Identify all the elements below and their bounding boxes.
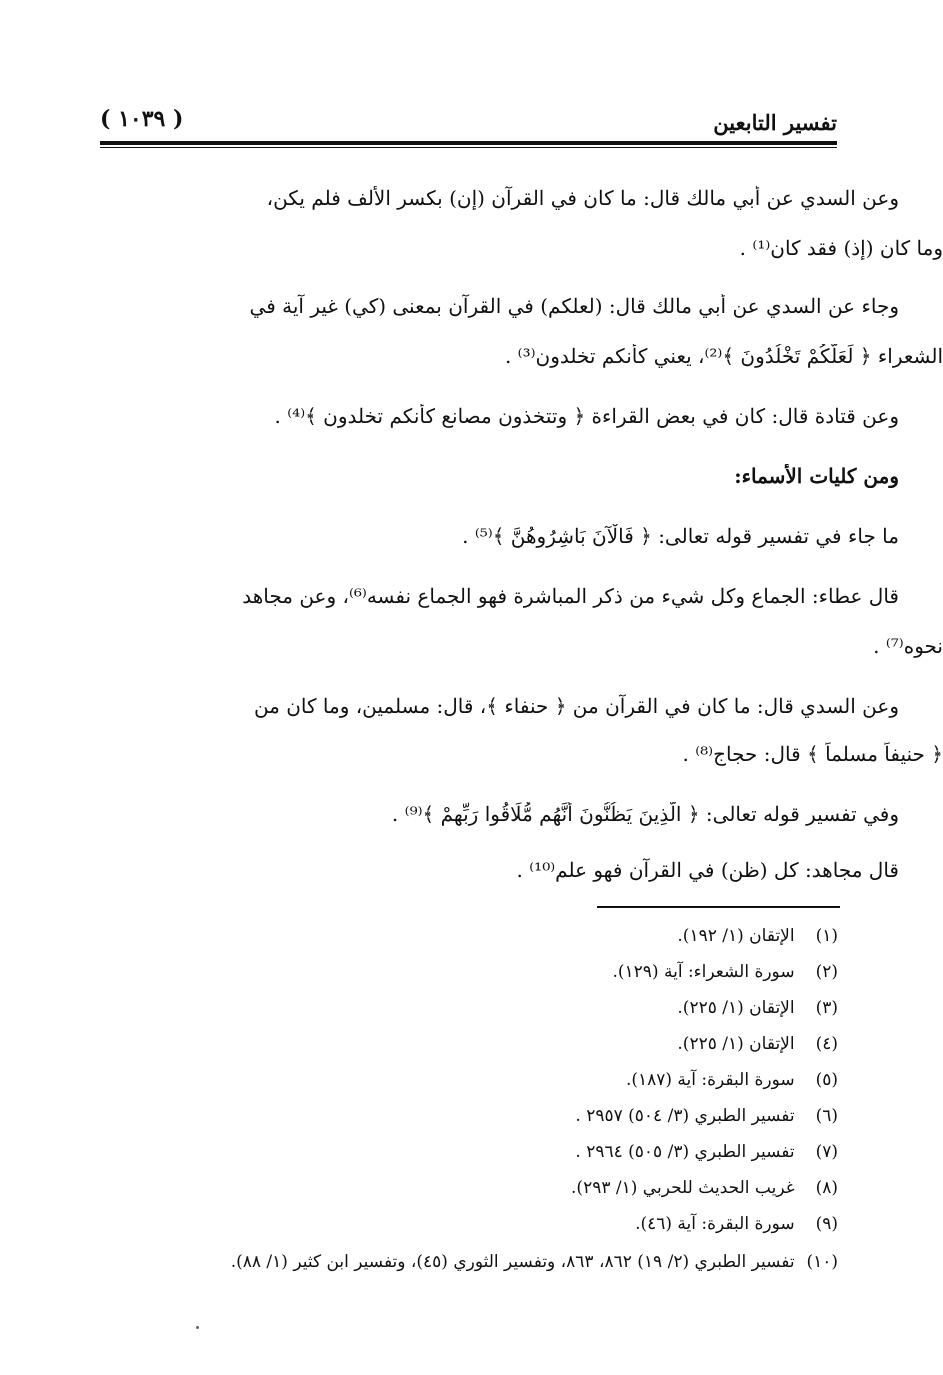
footnote-text: سورة البقرة: آية (١٨٧).: [625, 1070, 795, 1090]
book-title: تفسير التابعين: [713, 110, 837, 135]
footnote-text: الإتقان (١/ ٢٢٥).: [677, 1034, 795, 1054]
footnote-number: (٥): [815, 1070, 838, 1090]
body-line: وفي تفسير قوله تعالى: ﴿ الَّذِينَ يَظُنُّونَ أَنَّهُم مُّلَاقُوا رَبِّهِمْ ﴾⁽⁹⁾ .: [391, 802, 899, 826]
section-heading: ومن كليات الأسماء:: [734, 464, 899, 488]
body-line: وعن السدي قال: ما كان في القرآن من ﴿ حنفاء ﴾، قال: مسلمين، وما كان من: [253, 694, 899, 718]
header-rule: [100, 141, 837, 145]
footnote-number: (١): [815, 926, 838, 946]
footnote: [103, 1252, 838, 1272]
footnote: [103, 1142, 838, 1162]
header-rule-thin: [100, 147, 837, 148]
body-line: ما جاء في تفسير قوله تعالى: ﴿ فَالْآنَ بَاشِرُوهُنَّ ﴾⁽⁵⁾ .: [462, 524, 899, 548]
footnote: [103, 998, 838, 1018]
body-line: الشعراء ﴿ لَعَلَّكُمْ تَخْلُدُونَ ﴾⁽²⁾، يعني كأنكم تخلدون⁽³⁾ .: [504, 344, 943, 368]
footnote-text: سورة البقرة: آية (٤٦).: [635, 1214, 795, 1234]
footnote: [103, 1214, 838, 1234]
footnote-separator: [597, 906, 840, 908]
footnote-number: (٦): [815, 1106, 838, 1126]
scan-speck: [196, 1326, 199, 1329]
footnote: [103, 1034, 838, 1054]
footnote-text: الإتقان (١/ ٢٢٥).: [677, 998, 795, 1018]
footnote-number: (٨): [815, 1178, 838, 1198]
footnote-number: (٤): [815, 1034, 838, 1054]
footnote-text: تفسير الطبري (٢/ ١٩) ٨٦٢، ٨٦٣، وتفسير الثوري (٤٥)، وتفسير ابن كثير (١/ ٨٨).: [230, 1252, 795, 1272]
footnote-text: تفسير الطبري (٣/ ٥٠٥) ٢٩٦٤ .: [575, 1142, 795, 1162]
footnote: [103, 1106, 838, 1126]
footnote-text: الإتقان (١/ ١٩٢).: [677, 926, 795, 946]
body-line: قال عطاء: الجماع وكل شيء من ذكر المباشرة فهو الجماع نفسه⁽⁶⁾، وعن مجاهد: [242, 584, 899, 608]
footnote-text: سورة الشعراء: آية (١٢٩).: [612, 962, 795, 982]
body-line: قال مجاهد: كل (ظن) في القرآن فهو علم⁽¹⁰⁾ .: [516, 858, 899, 882]
footnote: [103, 962, 838, 982]
body-line: نحوه⁽⁷⁾ .: [873, 634, 943, 658]
footnote: [103, 926, 838, 946]
page-number: ( ١٠٣٩ ): [100, 106, 184, 132]
footnote-text: تفسير الطبري (٣/ ٥٠٤) ٢٩٥٧ .: [575, 1106, 795, 1126]
footnote-number: (٧): [815, 1142, 838, 1162]
body-line: وعن السدي عن أبي مالك قال: ما كان في القرآن (إن) بكسر الألف فلم يكن،: [266, 186, 899, 210]
body-line: وما كان (إذ) فقد كان⁽¹⁾ .: [739, 236, 943, 260]
body-line: وجاء عن السدي عن أبي مالك قال: (لعلكم) في القرآن بمعنى (كي) غير آية في: [249, 294, 899, 318]
footnote-number: (٩): [815, 1214, 838, 1234]
footnote-number: (١٠): [806, 1252, 838, 1272]
footnote: [103, 1178, 838, 1198]
footnote: [103, 1070, 838, 1090]
body-line: وعن قتادة قال: كان في بعض القراءة ﴿ وتتخذون مصانع كأنكم تخلدون ﴾⁽⁴⁾ .: [274, 404, 899, 428]
footnote-text: غريب الحديث للحربي (١/ ٢٩٣).: [571, 1178, 795, 1198]
body-line: ﴿ حنيفاً مسلماً ﴾ قال: حجاج⁽⁸⁾ .: [682, 742, 943, 766]
footnote-number: (٢): [815, 962, 838, 982]
footnote-number: (٣): [815, 998, 838, 1018]
page-header: [100, 104, 837, 142]
